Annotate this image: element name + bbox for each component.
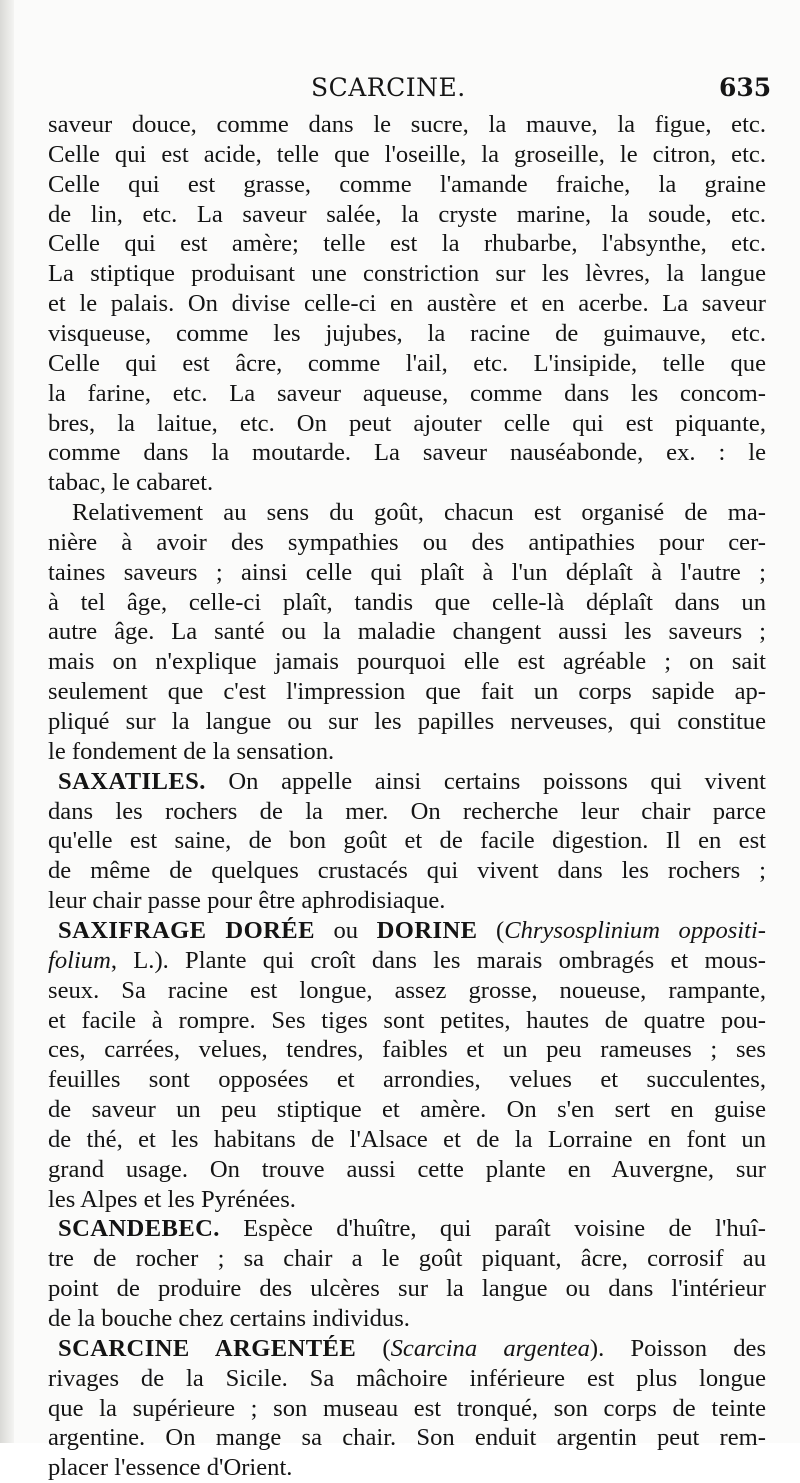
- italic-term: Scarcina argentea: [390, 1334, 590, 1362]
- entry-headword: SAXATILES.: [58, 767, 206, 795]
- text-run: seux. Sa racine est longue, assez grosse, noueuse, rampante,: [48, 976, 766, 1004]
- text-run: qu'elle est saine, de bon goût et de facile digestion. Il en est: [48, 827, 766, 855]
- text-run: que la supérieure ; son museau est tronqué, son corps de teinte: [48, 1394, 766, 1422]
- text-line: [48, 886, 445, 916]
- text-run: argentine. On mange sa chair. Son enduit argentin peut rem-: [48, 1424, 766, 1452]
- text-run: rivages de la Sicile. Sa mâchoire inférieure est plus longue: [48, 1364, 766, 1392]
- text-run: ). Poisson des: [589, 1334, 767, 1362]
- text-line: [72, 498, 766, 528]
- text-line: [48, 1095, 766, 1125]
- text-line: [48, 737, 334, 767]
- text-run: seulement que c'est l'impression que fait un corps sapide ap-: [48, 678, 766, 706]
- text-run: bres, la laitue, etc. On peut ajouter celle qui est piquante,: [48, 409, 766, 437]
- text-run: point de produire des ulcères sur la langue ou dans l'intérieur: [48, 1275, 766, 1303]
- text-line: [48, 1125, 766, 1155]
- text-run: de thé, et les habitans de l'Alsace et de la Lorraine en font un: [48, 1125, 766, 1153]
- text-line: [48, 379, 766, 409]
- text-line: [48, 438, 766, 468]
- text-run: de même de quelques crustacés qui vivent dans les rochers ;: [48, 857, 766, 885]
- text-run: dans les rochers de la mer. On recherche leur chair parce: [48, 797, 766, 825]
- text-run: nière à avoir des sympathies ou des antipathies pour cer-: [48, 528, 766, 556]
- text-run: autre âge. La santé ou la maladie changent aussi les saveurs ;: [48, 618, 766, 646]
- text-line: [48, 409, 766, 439]
- text-line: [48, 1035, 766, 1065]
- text-run: comme dans la moutarde. La saveur nauséabonde, ex. : le: [48, 439, 766, 467]
- text-line: [48, 558, 766, 588]
- text-line: [48, 1065, 766, 1095]
- text-line: [48, 856, 766, 886]
- text-run: leur chair passe pour être aphrodisiaque.: [48, 887, 446, 915]
- text-run: (: [356, 1334, 391, 1362]
- text-line: [48, 1394, 766, 1424]
- text-line: [58, 916, 766, 946]
- entry-headword: SCANDEBEC.: [58, 1215, 220, 1243]
- italic-term: Chrysosplinium oppositi-: [504, 916, 767, 944]
- text-run: tabac, le cabaret.: [48, 469, 214, 497]
- text-line: [48, 200, 766, 230]
- text-run: tre de rocher ; sa chair a le goût piquant, âcre, corrosif au: [48, 1245, 766, 1273]
- text-run: de la bouche chez certains individus.: [48, 1305, 410, 1332]
- text-run: mais on n'explique jamais pourquoi elle est agréable ; on sait: [48, 648, 766, 676]
- text-run: ou: [314, 916, 377, 944]
- text-run: Celle qui est amère; telle est la rhubarbe, l'absynthe, etc.: [48, 230, 766, 258]
- text-run: Celle qui est acide, telle que l'oseille, la groseille, le citron, etc.: [48, 140, 766, 168]
- italic-term: folium: [48, 946, 111, 974]
- text-line: [48, 289, 766, 319]
- text-line: [48, 349, 766, 379]
- page-header: [0, 73, 800, 107]
- text-line: [48, 170, 766, 200]
- text-line: [48, 229, 766, 259]
- text-line: [48, 259, 766, 289]
- text-run: ces, carrées, velues, tendres, faibles et un peu rameuses ; ses: [48, 1036, 766, 1064]
- text-line: [48, 677, 766, 707]
- text-run: Relativement au sens du goût, chacun est organisé de ma-: [72, 499, 766, 527]
- running-title: SCARCINE.: [311, 73, 466, 102]
- text-run: et facile à rompre. Ses tiges sont petites, hautes de quatre pou-: [48, 1006, 766, 1034]
- text-run: Celle qui est âcre, comme l'ail, etc. L'insipide, telle que: [48, 349, 766, 377]
- text-line: [48, 528, 766, 558]
- text-run: Celle qui est grasse, comme l'amande fraiche, la graine: [48, 170, 766, 198]
- text-run: Espèce d'huître, qui paraît voisine de l'huî-: [219, 1215, 766, 1243]
- text-line: [48, 1364, 766, 1394]
- text-run: La stiptique produisant une constriction sur les lèvres, la langue: [48, 260, 766, 288]
- text-run: taines saveurs ; ainsi celle qui plaît à l'un déplaît à l'autre ;: [48, 558, 766, 586]
- text-line: [58, 1214, 766, 1244]
- text-run: le fondement de la sensation.: [48, 737, 335, 765]
- text-line: [48, 1155, 766, 1185]
- text-line: [48, 826, 766, 856]
- text-run: la farine, etc. La saveur aqueuse, comme dans les concom-: [48, 379, 766, 407]
- text-run: (: [477, 916, 505, 944]
- text-run: grand usage. On trouve aussi cette plante en Auvergne, sur: [48, 1155, 766, 1183]
- page-gutter-shadow: [0, 0, 14, 1443]
- text-line: [48, 1274, 766, 1304]
- text-line: [58, 1334, 766, 1364]
- text-line: [48, 617, 766, 647]
- page-number: 635: [719, 73, 772, 102]
- text-run: placer l'essence d'Orient.: [48, 1454, 293, 1482]
- text-run: , L.). Plante qui croît dans les marais ombragés et mous-: [110, 946, 766, 974]
- text-line: [48, 110, 766, 140]
- text-line: [48, 647, 766, 677]
- text-line: [48, 140, 766, 170]
- text-line: [48, 976, 766, 1006]
- text-line: [48, 1304, 410, 1334]
- text-line: [48, 707, 766, 737]
- text-run: et le palais. On divise celle-ci en austère et en acerbe. La saveur: [48, 290, 766, 318]
- text-line: [48, 797, 766, 827]
- text-line: [48, 946, 766, 976]
- text-line: [48, 1423, 766, 1453]
- text-run: visqueuse, comme les jujubes, la racine de guimauve, etc.: [48, 319, 766, 347]
- text-run: de lin, etc. La saveur salée, la cryste marine, la soude, etc.: [48, 200, 766, 228]
- text-run: à tel âge, celle-ci plaît, tandis que celle-là déplaît dans un: [48, 588, 766, 616]
- text-run: feuilles sont opposées et arrondies, velues et succulentes,: [48, 1066, 766, 1094]
- text-line: [48, 1006, 766, 1036]
- text-line: [48, 1453, 292, 1483]
- text-run: On appelle ainsi certains poissons qui vivent: [205, 767, 766, 795]
- entry-headword: SCARCINE ARGENTÉE: [58, 1334, 357, 1362]
- text-line: [48, 1185, 296, 1215]
- text-line: [48, 468, 213, 498]
- entry-headword: DORINE: [376, 916, 478, 944]
- text-line: [58, 767, 766, 797]
- text-line: [48, 588, 766, 618]
- text-run: de saveur un peu stiptique et amère. On s'en sert en guise: [48, 1096, 766, 1124]
- entry-headword: SAXIFRAGE DORÉE: [58, 916, 315, 944]
- text-run: saveur douce, comme dans le sucre, la mauve, la figue, etc.: [48, 111, 766, 138]
- text-line: [48, 319, 766, 349]
- text-line: [48, 1244, 766, 1274]
- text-run: les Alpes et les Pyrénées.: [48, 1185, 296, 1213]
- text-run: pliqué sur la langue ou sur les papilles nerveuses, qui constitue: [48, 708, 766, 735]
